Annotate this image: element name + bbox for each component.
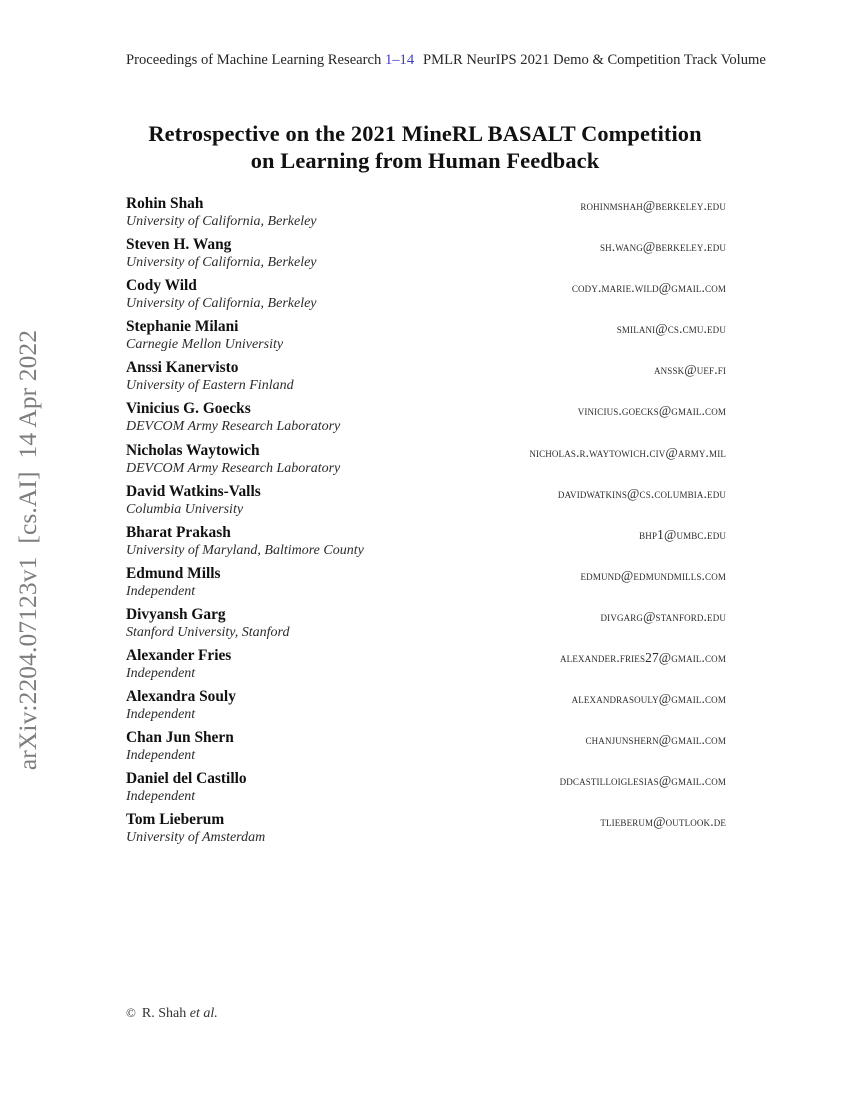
author-email[interactable]: edmund@edmundmills.com (580, 567, 726, 583)
author-list (126, 195, 726, 853)
author-email[interactable]: bhp1@umbc.edu (639, 526, 726, 542)
author-affiliation: University of Maryland, Baltimore County (126, 542, 364, 558)
author-affiliation: Independent (126, 707, 196, 723)
author-name: Vinicius G. Goecks (126, 400, 251, 418)
header-journal-line (126, 52, 414, 69)
author-affiliation: Carnegie Mellon University (126, 337, 284, 353)
author-email[interactable]: rohinmshah@berkeley.edu (580, 198, 726, 213)
author-affiliation: Independent (126, 748, 196, 764)
footer-attribution: R. Shah (141, 1006, 187, 1021)
author-block (126, 277, 726, 318)
author-email[interactable]: alexander.fries27@gmail.com (560, 650, 726, 666)
author-affiliation: University of Amsterdam (126, 830, 266, 846)
header-page-range-link[interactable]: 1–14 (384, 52, 415, 68)
author-email[interactable]: chanjunshern@gmail.com (585, 732, 726, 748)
author-affiliation: University of Eastern Finland (126, 378, 294, 394)
author-email[interactable]: divgarg@stanford.edu (600, 608, 726, 624)
author-email[interactable]: anssk@uef.fi (654, 362, 726, 378)
author-affiliation: University of California, Berkeley (126, 214, 317, 229)
copyright-icon: © (126, 1005, 136, 1020)
author-name: Chan Jun Shern (126, 729, 234, 747)
arxiv-stamp-text: arXiv:2204.07123v1 [cs.AI] 14 Apr 2022 (13, 329, 42, 771)
author-block (126, 236, 726, 277)
author-name: Edmund Mills (126, 564, 221, 582)
author-block (126, 318, 726, 359)
author-affiliation: University of California, Berkeley (126, 255, 317, 271)
author-block (126, 195, 726, 236)
author-email[interactable]: davidwatkins@cs.columbia.edu (557, 485, 726, 501)
author-block (126, 400, 726, 441)
title-line-2: on Learning from Human Feedback (250, 148, 600, 173)
header-volume-title: PMLR NeurIPS 2021 Demo & Competition Track Volume (423, 52, 766, 68)
author-block (126, 729, 726, 770)
author-affiliation: Independent (126, 666, 196, 682)
title-line-1: Retrospective on the 2021 MineRL BASALT Competition (148, 121, 702, 146)
running-header (126, 52, 766, 72)
author-email[interactable]: sh.wang@berkeley.edu (599, 239, 726, 255)
author-email[interactable]: alexandrasouly@gmail.com (571, 691, 726, 707)
author-block (126, 442, 726, 483)
author-name: Rohin Shah (126, 195, 204, 212)
author-name: Daniel del Castillo (126, 770, 247, 788)
author-email[interactable]: tlieberum@outlook.de (600, 814, 726, 830)
author-block (126, 565, 726, 606)
author-email[interactable]: smilani@cs.cmu.edu (616, 321, 726, 337)
author-email[interactable]: ddcastilloiglesias@gmail.com (559, 773, 726, 789)
footer-etal: et al. (189, 1006, 218, 1021)
author-name: Divyansh Garg (126, 605, 226, 623)
header-journal-name: Proceedings of Machine Learning Research (126, 52, 382, 68)
author-name: Tom Lieberum (126, 811, 225, 829)
author-block (126, 770, 726, 811)
author-email[interactable]: cody.marie.wild@gmail.com (571, 280, 726, 296)
author-affiliation: Independent (126, 583, 196, 599)
author-affiliation: Independent (126, 789, 196, 805)
author-affiliation: Stanford University, Stanford (126, 624, 290, 640)
author-name: Bharat Prakash (126, 523, 231, 541)
author-block (126, 524, 726, 565)
author-affiliation: Columbia University (126, 501, 244, 517)
author-email[interactable]: nicholas.r.waytowich.civ@army.mil (529, 444, 726, 460)
author-name: Alexandra Souly (126, 688, 236, 706)
author-email[interactable]: vinicius.goecks@gmail.com (577, 403, 726, 419)
arxiv-stamp (0, 0, 56, 1100)
author-affiliation: University of California, Berkeley (126, 296, 317, 312)
author-name: Stephanie Milani (126, 318, 239, 336)
author-name: Anssi Kanervisto (126, 359, 239, 377)
author-affiliation: DEVCOM Army Research Laboratory (126, 419, 341, 435)
author-block (126, 647, 726, 688)
author-name: Steven H. Wang (126, 236, 232, 254)
author-affiliation: DEVCOM Army Research Laboratory (126, 460, 341, 476)
footer-copyright (126, 1005, 218, 1022)
author-block (126, 359, 726, 400)
author-name: David Watkins-Valls (126, 482, 261, 500)
author-block (126, 483, 726, 524)
page-title (95, 120, 755, 174)
author-name: Nicholas Waytowich (126, 441, 260, 459)
author-block (126, 811, 726, 852)
author-name: Cody Wild (126, 277, 197, 295)
author-name: Alexander Fries (126, 647, 232, 665)
author-block (126, 688, 726, 729)
author-block (126, 606, 726, 647)
